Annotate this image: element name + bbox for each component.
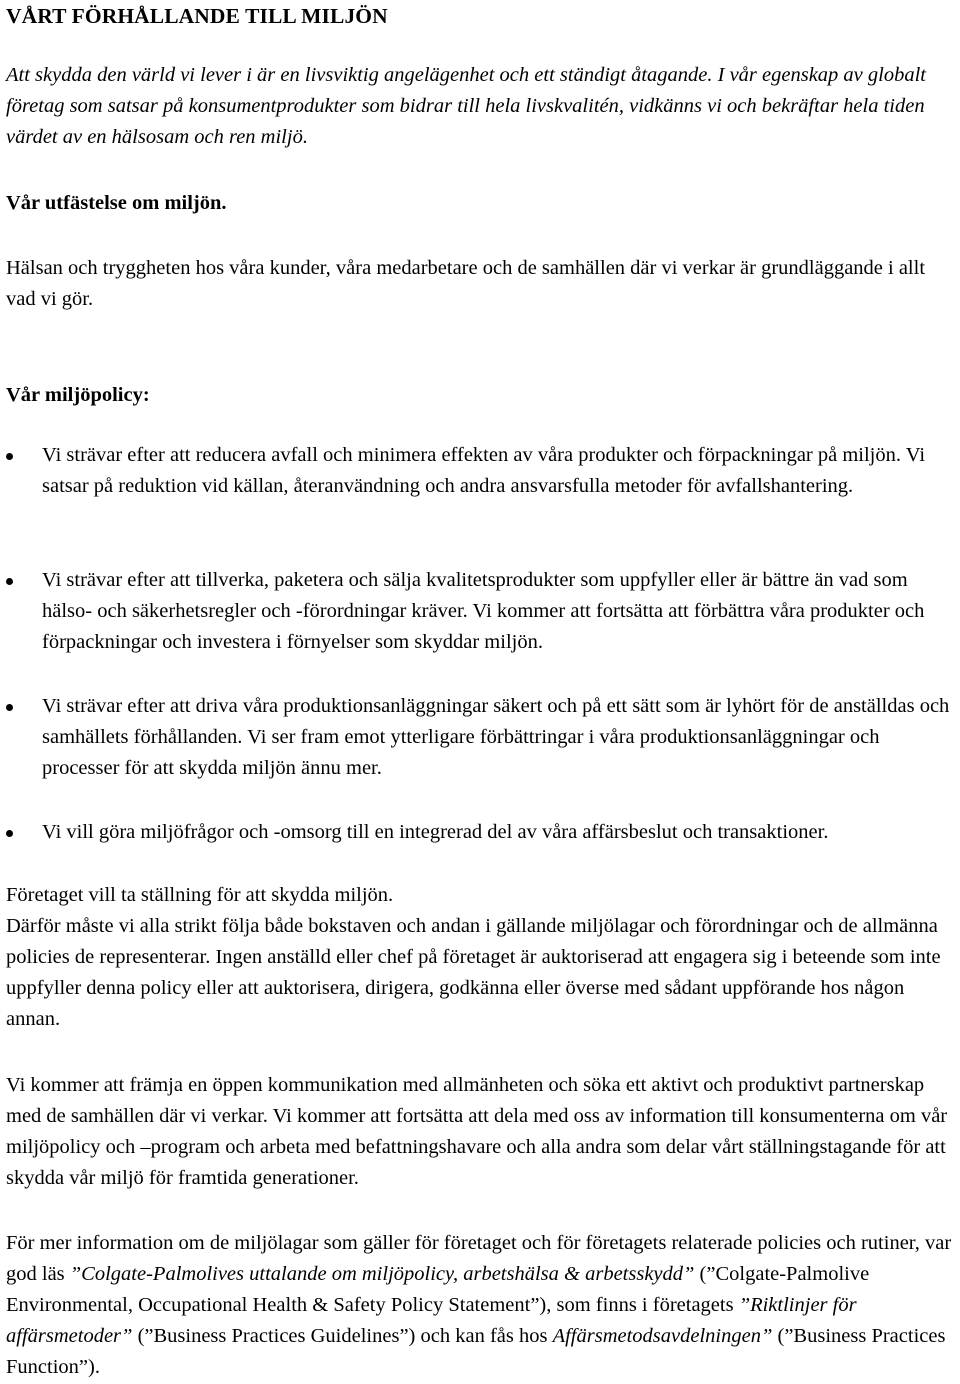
stance-line: Företaget vill ta ställning för att skydda miljön. <box>6 884 394 906</box>
intro-paragraph: Att skydda den värld vi lever i är en livsviktig angelägenhet och ett ständigt åtagande. I vår egenskap av globalt företag som satsar på konsumentprodukter som bidrar till hela livskvalitén, vidkänns vi och bekräftar hela tiden värdet av en hälsosam och ren miljö. <box>6 64 926 148</box>
stance-paragraph: Därför måste vi alla strikt följa både bokstaven och andan i gällande miljölagar och förordningar och de allmänna policies de representerar. Ingen anställd eller chef på företaget är auktoriserad att engagera sig i beteende som inte uppfyller denna policy eller att auktorisera, dirigera, godkänna eller överse med sådant uppförande hos någon annan. <box>6 915 941 1030</box>
policy-item-text: Vi strävar efter att driva våra produktionsanläggningar säkert och på ett sätt som är lyhört för de anställdas och samhällets förhållanden. Vi ser fram emot ytterligare förbättringar i våra produktionsanläggningar och processer för att skydda miljön ännu mer. <box>42 695 950 779</box>
communication-paragraph: Vi kommer att främja en öppen kommunikation med allmänheten och söka ett aktivt och produktivt partnerskap med de samhällen där vi verkar. Vi kommer att fortsätta att dela med oss av information till konsumenterna om vår miljöpolicy och –program och arbeta med befattningshavare och alla andra som delar vårt ställningstagande för att skydda vår miljö för framtida generationer. <box>6 1074 948 1189</box>
policy-heading: Vår miljöpolicy: <box>6 384 150 406</box>
commitment-heading: Vår utfästelse om miljön. <box>6 192 227 214</box>
document-reference: ”Riktlinjer för affärsmetoder” <box>6 1294 857 1347</box>
more-info-text: (”Colgate-Palmolive Environmental, Occupational Health & Safety Policy Statement”), som finns i företagets <box>6 1263 870 1316</box>
bullet-icon <box>6 453 13 460</box>
page-title: VÅRT FÖRHÅLLANDE TILL MILJÖN <box>6 4 388 28</box>
more-info-text: (”Business Practices Function”). <box>6 1325 946 1378</box>
document-reference: ”Colgate-Palmolives uttalande om miljöpolicy, arbetshälsa & arbetsskydd” <box>69 1263 695 1285</box>
bullet-icon <box>6 830 13 837</box>
policy-item-text: Vi vill göra miljöfrågor och -omsorg till en integrerad del av våra affärsbeslut och transaktioner. <box>42 821 829 843</box>
department-reference: Affärsmetodsavdelningen” <box>552 1325 773 1347</box>
more-info-text: (”Business Practices Guidelines”) och kan fås hos <box>132 1325 553 1347</box>
more-info-text: För mer information om de miljölagar som gäller för företaget och för företagets relaterade policies och rutiner, var god läs <box>6 1232 952 1285</box>
policy-item-text: Vi strävar efter att reducera avfall och minimera effekten av våra produkter och förpackningar på miljön. Vi satsar på reduktion vid källan, återanvändning och andra ansvarsfulla metoder för avfallshantering. <box>42 444 926 497</box>
bullet-icon <box>6 704 13 711</box>
more-info-paragraph <box>6 1228 954 1383</box>
commitment-paragraph: Hälsan och tryggheten hos våra kunder, våra medarbetare och de samhällen där vi verkar är grundläggande i allt vad vi gör. <box>6 257 926 310</box>
policy-item-text: Vi strävar efter att tillverka, paketera och sälja kvalitetsprodukter som uppfyller eller är bättre än vad som hälso- och säkerhetsregler och -förordningar kräver. Vi kommer att fortsätta att förbättra våra produkter och förpackningar och investera i förnyelser som skyddar miljön. <box>42 569 925 653</box>
bullet-icon <box>6 578 13 585</box>
